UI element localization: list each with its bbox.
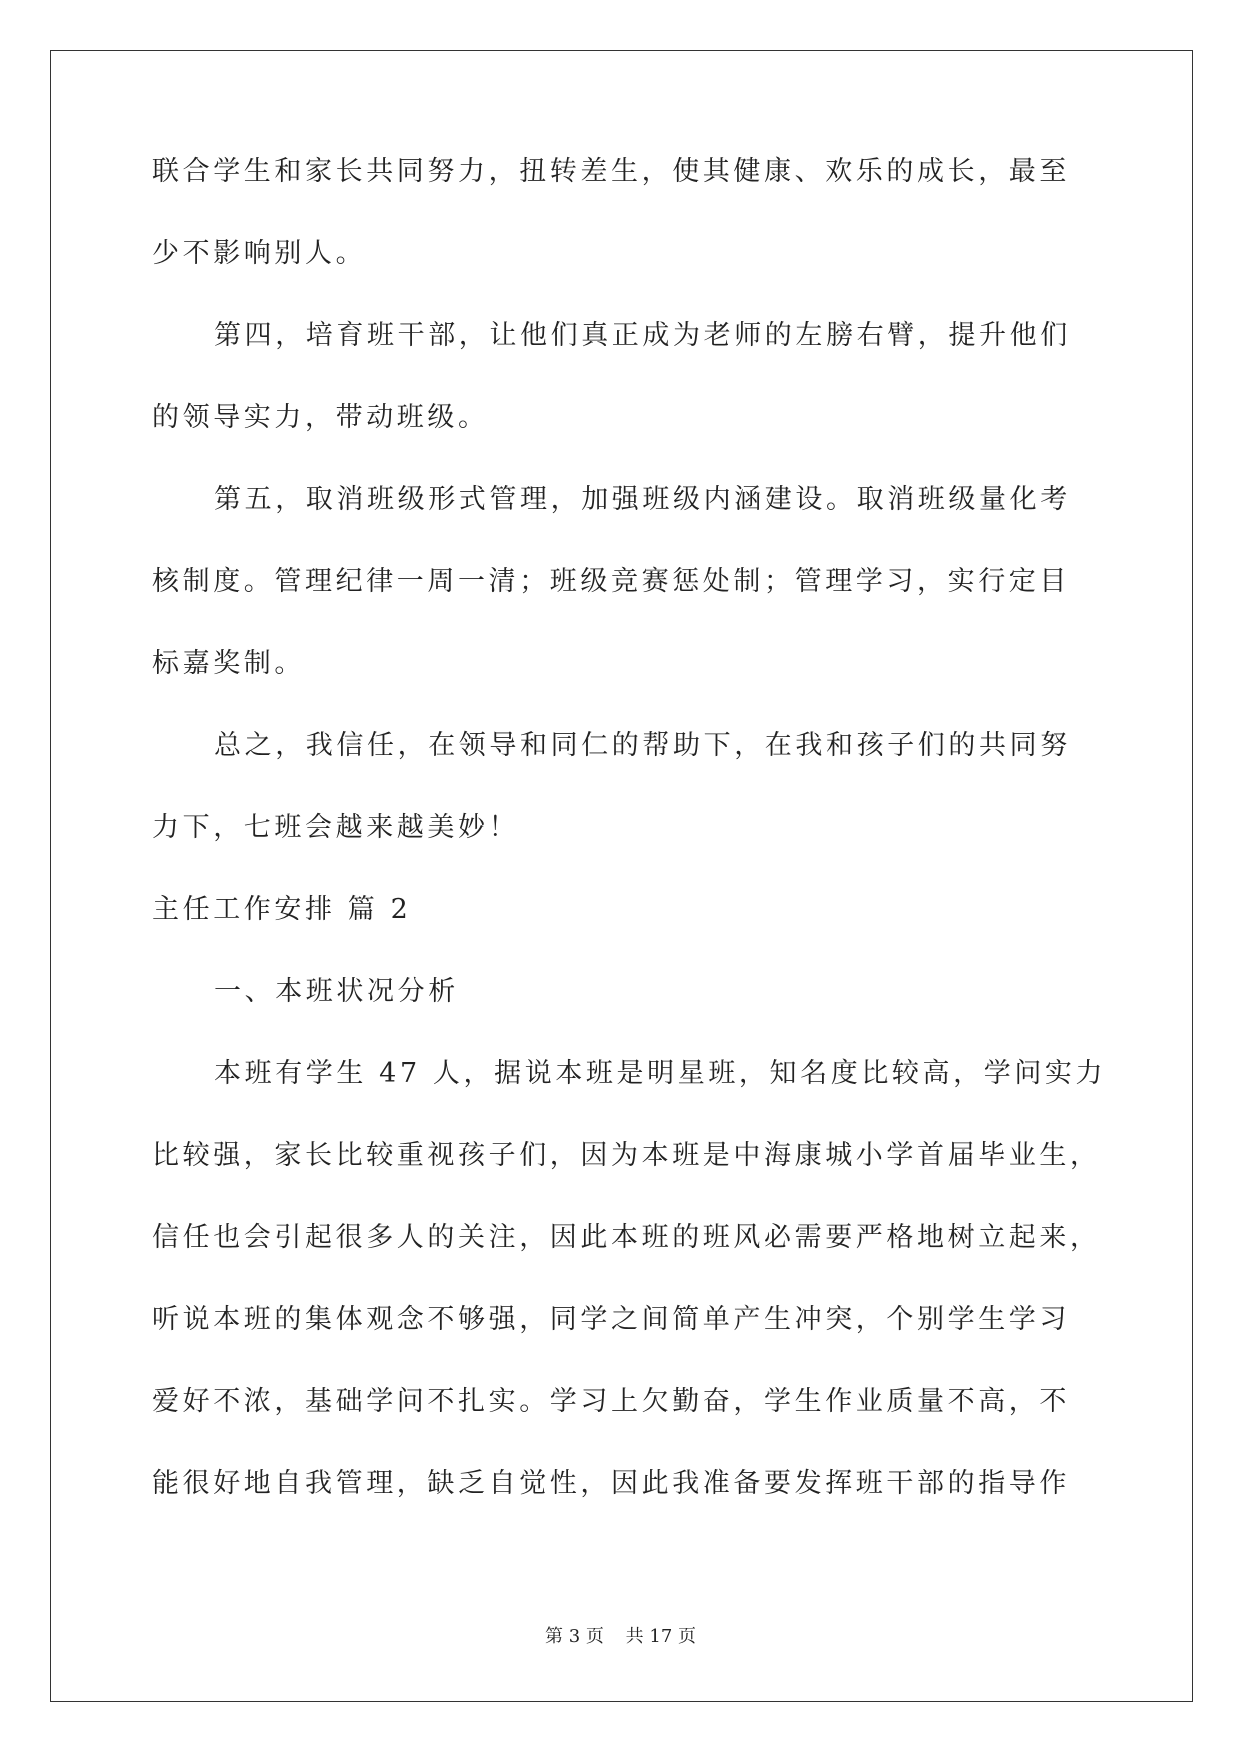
text-line: 第五，取消班级形式管理，加强班级内涵建设。取消班级量化考 xyxy=(214,484,1071,515)
text-line: 能很好地自我管理，缺乏自觉性，因此我准备要发挥班干部的指导作 xyxy=(152,1468,1070,1499)
page-total: 共 17 页 xyxy=(625,1626,696,1647)
text-line: 总之，我信任，在领导和同仁的帮助下，在我和孩子们的共同努 xyxy=(214,730,1071,761)
text-line: 力下，七班会越来越美妙！ xyxy=(152,812,520,843)
text-line: 信任也会引起很多人的关注，因此本班的班风必需要严格地树立起来， xyxy=(152,1222,1101,1253)
page-number: 第 3 页 xyxy=(545,1626,604,1647)
page-footer xyxy=(0,1626,1241,1648)
text-line: 爱好不浓，基础学问不扎实。学习上欠勤奋，学生作业质量不高，不 xyxy=(152,1386,1070,1417)
text-line: 核制度。管理纪律一周一清；班级竞赛惩处制；管理学习，实行定目 xyxy=(152,566,1070,597)
text-line: 的领导实力，带动班级。 xyxy=(152,402,489,433)
text-line: 联合学生和家长共同努力，扭转差生，使其健康、欢乐的成长，最至 xyxy=(152,156,1070,187)
document-body xyxy=(152,156,1107,1551)
section-heading: 主任工作安排 篇 2 xyxy=(152,894,412,925)
text-line: 比较强，家长比较重视孩子们，因为本班是中海康城小学首届毕业生， xyxy=(152,1140,1101,1171)
text-line: 标嘉奖制。 xyxy=(152,648,305,679)
subsection-heading: 一、本班状况分析 xyxy=(214,976,459,1007)
text-line: 本班有学生 47 人，据说本班是明星班，知名度比较高，学问实力 xyxy=(214,1058,1107,1089)
text-line: 听说本班的集体观念不够强，同学之间简单产生冲突，个别学生学习 xyxy=(152,1304,1070,1335)
text-line: 少不影响别人。 xyxy=(152,238,367,269)
text-line: 第四，培育班干部，让他们真正成为老师的左膀右臂，提升他们 xyxy=(214,320,1071,351)
